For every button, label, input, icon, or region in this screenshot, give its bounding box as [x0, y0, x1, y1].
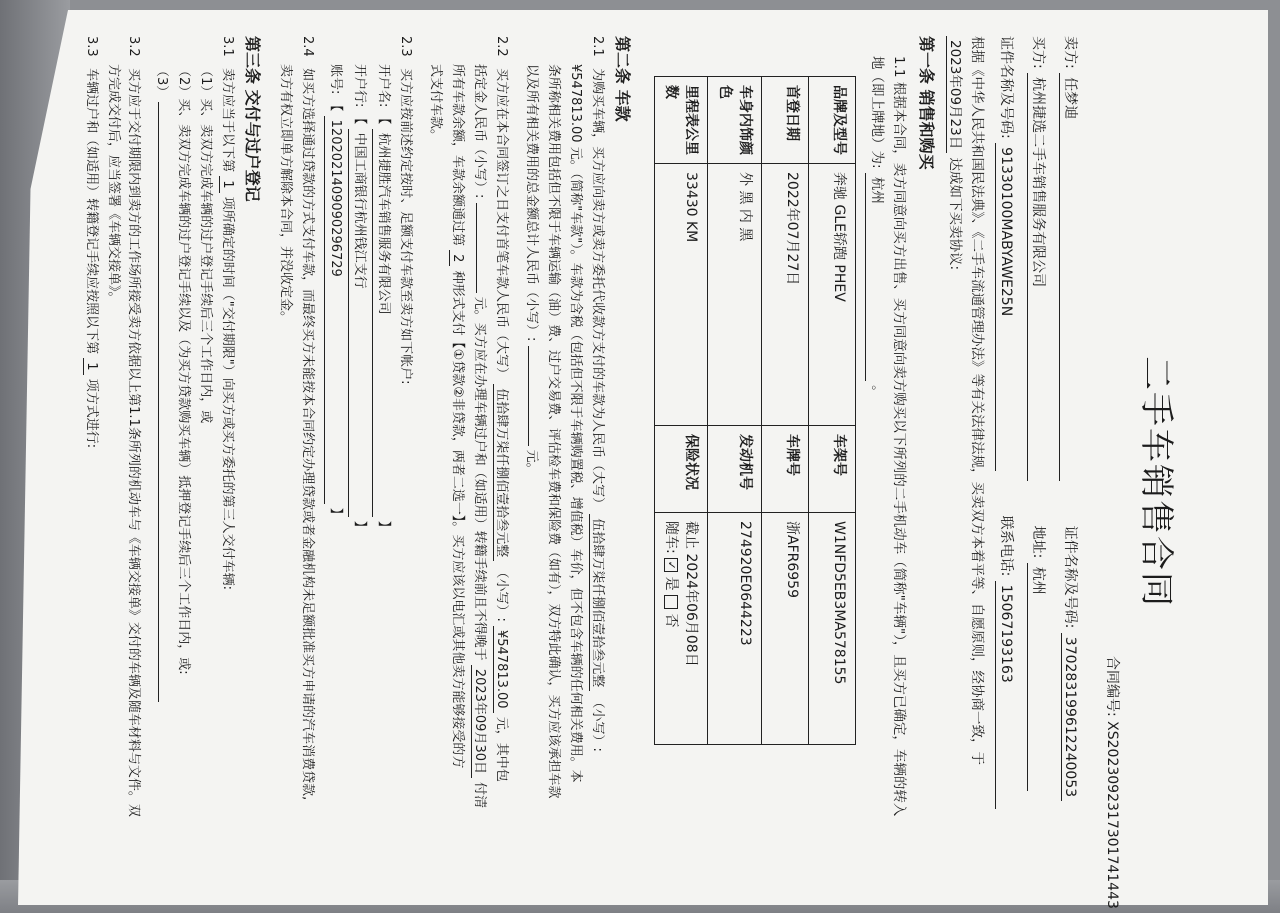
- clause-1-1-text: 1.1 根据本合同，卖方同意向买方出售、买方同意向卖方购买以下所列的二手机动车（简称"车辆"），且买方已确定，车辆的转入: [891, 56, 907, 817]
- clause-2-2-number: 2.2: [494, 36, 509, 57]
- table-row: [708, 77, 762, 745]
- insurance-expiry: 截止 2024年06月08日: [683, 521, 700, 667]
- clause-3-3-option: 1: [83, 358, 99, 374]
- clause-3-1-option-3: [151, 64, 170, 702]
- clause-3-1-option: 1: [219, 176, 235, 192]
- bank-label: 开户行:: [352, 64, 367, 108]
- insurance-no-label: 否: [663, 613, 680, 628]
- clause-2-4-line1: [297, 36, 316, 800]
- account-name-value: 杭州捷胜汽车销售服务有限公司: [372, 129, 392, 517]
- table-row: [762, 77, 809, 745]
- seller-label: 卖方:: [1062, 36, 1078, 69]
- table-row: [809, 77, 856, 745]
- table-row: [654, 77, 708, 745]
- clause-3-1-text-a: 卖方应当于以下第: [220, 68, 235, 173]
- clause-3-1-option-1: （1）买、卖双方完成车辆的过户登记手续后三个工作日内，或: [198, 64, 213, 424]
- table-value-color: 外 黑 内 黑: [708, 164, 762, 426]
- account-number-line: 账号: 【 1202021409090296729 】: [324, 64, 344, 521]
- clause-2-2-text-b: （小写）:: [494, 565, 509, 622]
- clause-3-2-number: 3.2: [126, 36, 141, 57]
- bank-line: 开户行: 【 中国工商银行杭州钱江支行 】: [348, 64, 368, 534]
- table-label-plate: 车牌号: [762, 426, 809, 513]
- clause-3-3-text-a: 车辆过户和（如适用）转籍登记手续应按照以下第: [84, 68, 99, 355]
- registration-place: 杭州: [865, 173, 886, 381]
- clause-2-1-text-a: 为购买车辆，买方应向卖方或卖方委托代收款方支付的车款为人民币（大写）: [590, 68, 605, 511]
- document-title: 二手车销售合同: [1136, 356, 1176, 608]
- buyer-label: 买方:: [1030, 36, 1046, 69]
- buyer-line: [1027, 36, 1048, 791]
- clause-2-2-text-c: 元，其中包: [494, 716, 509, 782]
- buyer-name: 杭州捷选二手车销售服务有限公司: [1027, 73, 1048, 481]
- clause-2-2-text-a: 买方应在本合同签订之日支付首笔车款人民币（大写）: [494, 68, 509, 381]
- table-value-mileage: 33430 KM: [654, 164, 708, 426]
- clause-3-1-line1: [217, 36, 236, 590]
- vehicle-table: [654, 76, 856, 745]
- clause-2-3-line1: [395, 36, 414, 385]
- clause-2-3-number: 2.3: [398, 36, 413, 57]
- clause-2-1-line4: [521, 64, 540, 476]
- preamble: [966, 36, 986, 765]
- article-2-heading: 第二条 车款: [613, 36, 632, 122]
- buyer-id-line: [995, 36, 1016, 809]
- seller-line: [1059, 36, 1080, 801]
- clause-2-2-option: 2: [449, 250, 465, 266]
- insurance-follow-line: [661, 521, 681, 736]
- clause-2-2-amount-cn: 伍拾肆万柒仟捌佰壹拾叁元整: [493, 384, 509, 561]
- table-label-vin: 车架号: [809, 426, 856, 513]
- table-value-vin: W1NFD5EB3MA578155: [809, 513, 856, 745]
- contract-number-label: 合同编号:: [1104, 656, 1120, 717]
- clause-3-3-number: 3.3: [84, 36, 99, 57]
- seller-address-label: 地址:: [1030, 525, 1046, 559]
- clause-2-1-amount: ¥547813.00: [568, 64, 583, 143]
- seller-address-value: 杭州: [1027, 563, 1048, 791]
- preamble-date: 2023年09月23日: [946, 36, 963, 153]
- clause-1-1-line2: 地（即上牌地）为: 杭州 。: [865, 56, 886, 399]
- buyer-phone-value: 15067193163: [995, 581, 1016, 809]
- table-label-color: 车身内饰颜色: [708, 77, 762, 164]
- clause-3-3-text-b: 项方式进行:: [84, 378, 99, 449]
- clause-2-1-text-b: （小写）:: [590, 695, 605, 752]
- seller-id-label: 证件名称及号码:: [1062, 525, 1078, 629]
- clause-3-1-number: 3.1: [220, 36, 235, 57]
- clause-2-3-text: 买方应按前述约定按时、足额支付车款至卖方如下帐户:: [398, 68, 413, 385]
- clause-2-2-text-f: 付清: [472, 782, 487, 809]
- clause-2-2-line1: [491, 36, 510, 782]
- account-name-line: 开户名: 【 杭州捷胜汽车销售服务有限公司 】: [372, 64, 392, 534]
- clause-1-1: [888, 56, 908, 816]
- clause-3-1-option-3-label: （3）: [154, 64, 169, 99]
- clause-2-2-amount: ¥547813.00: [493, 626, 509, 713]
- clause-2-1-text-f: 以及所有相关费用的总金额总计人民币（小写）:: [524, 64, 539, 342]
- preamble-text: 根据《中华人民共和国民法典》、《二手车流通管理办法》等有关法律法规，买卖双方本着平等、自愿原则，经协商一致，于: [969, 36, 985, 765]
- clause-2-2-line4: 式支付车款。: [428, 64, 443, 143]
- clause-2-4-text-a: 如买方选择通过贷款的方式支付车款，而最终买方未能按本合同约定办理贷款或者金融机构未足额批准买方申请的汽车消费贷款,: [300, 68, 315, 801]
- buyer-id-label: 证件名称及号码:: [998, 36, 1014, 139]
- clause-3-3-line1: [81, 36, 100, 448]
- account-name-label: 开户名:: [376, 64, 391, 108]
- account-number-value: 1202021409090296729: [324, 116, 344, 504]
- clause-2-1-line1: [587, 36, 606, 752]
- article-3-heading: 第三条 交付与过户登记: [243, 36, 262, 202]
- preamble-line2: [944, 36, 964, 270]
- clause-2-2-text-g: 所有车款余额，车款余额通过第: [450, 64, 465, 247]
- clause-2-1-number: 2.1: [590, 36, 605, 57]
- table-label-engine: 发动机号: [708, 426, 762, 513]
- clause-2-1-text-d: 元。（简称"车款"）。车款为含税（包括但不限于车辆购置税、增值税）车价，但不包含车辆的任何相关费用。本: [568, 146, 583, 783]
- clause-2-1-text-g: 元。: [524, 449, 539, 476]
- table-value-first-reg: 2022年07月27日: [762, 164, 809, 426]
- clause-3-1-option-2: （2）买、卖双方完成车辆的过户登记手续以及（为买方贷款购买车辆）抵押登记手续后三个工作日内，或:: [176, 64, 191, 675]
- contract-number-value: XS20230923173017414​43: [1104, 721, 1120, 909]
- clause-1-1-text2: 地（即上牌地）为:: [869, 56, 885, 169]
- table-value-plate: 浙AFR6959: [762, 513, 809, 745]
- table-label-brand: 品牌及型号: [809, 77, 856, 164]
- clause-2-2-text-d: 括定金人民币（小写）:: [472, 64, 487, 199]
- clause-2-4-line2: 卖方有权立即单方解除本合同，并没收定金。: [278, 64, 293, 325]
- insurance-yes-label: 是: [663, 576, 680, 591]
- contract-number: [1102, 656, 1122, 909]
- clause-2-4-number: 2.4: [300, 36, 315, 57]
- clause-2-2-line2: [469, 64, 488, 808]
- checkbox-no[interactable]: [664, 595, 678, 609]
- clause-2-2-text-i: 种形式支付【①贷款②非贷款，两者二选一】。买方应该以电汇或其他卖方能够接受的方: [450, 270, 465, 769]
- account-number-label: 账号:: [328, 64, 343, 95]
- clause-3-1-text-b: 项所确定的时间（"交付期限"）向买方或买方委托的第三人交付车辆:: [220, 196, 235, 591]
- seller-id-value: 370283199612240053: [1061, 633, 1078, 801]
- table-value-engine: 274920E0644223: [708, 513, 762, 745]
- clause-2-1-line3: 条所称相关费用包括但不限于车辆运输（油）费、过户交易费、评估检车费和保险费（如有），双方特此确认，买方应该承担车款: [546, 64, 561, 799]
- seller-name: 任梦迪: [1059, 73, 1080, 481]
- contract-document: [80, 16, 1200, 909]
- clause-3-2-line2: 方完成交付后，应当签署《车辆交接单》。: [106, 64, 121, 305]
- clause-2-1-amount-cn: 伍拾肆万柒仟捌佰壹拾叁元整: [589, 514, 605, 691]
- clause-3-2-line1: [123, 36, 142, 817]
- buyer-id-value: 91330100MABYAWE25N: [995, 143, 1016, 471]
- clause-3-2-text-a: 买方应于交付期限内到卖方的工作场所接受卖方依据以上第1.1条所列的机动车与《车辆交接单》交付的车辆及随车材料与文件。双: [126, 68, 141, 817]
- clause-2-2-text-e: 元。买方应在办理车辆过户和（如适用）转籍手续前且不得晚于: [472, 296, 487, 661]
- table-value-brand: 奔驰 GLE轿跑 PHEV: [809, 164, 856, 426]
- table-label-mileage: 里程表公里数: [654, 77, 708, 164]
- buyer-phone-label: 联系电话:: [998, 515, 1014, 577]
- clause-2-2-date: 2023年09月30日: [471, 665, 487, 778]
- bank-value: 中国工商银行杭州钱江支行: [348, 129, 368, 517]
- table-value-insurance: [654, 513, 708, 745]
- insurance-follow-label: 随车:: [663, 521, 680, 554]
- preamble-end: 达成如下买卖协议:: [947, 157, 963, 271]
- clause-2-1-line2: [565, 64, 584, 783]
- table-label-insurance: 保险状况: [654, 426, 708, 513]
- clause-2-2-line3: [447, 64, 466, 768]
- table-label-first-reg: 首登日期: [762, 77, 809, 164]
- checkbox-yes-checked[interactable]: ✓: [664, 558, 678, 572]
- article-1-heading: 第一条 销售和购买: [917, 36, 936, 170]
